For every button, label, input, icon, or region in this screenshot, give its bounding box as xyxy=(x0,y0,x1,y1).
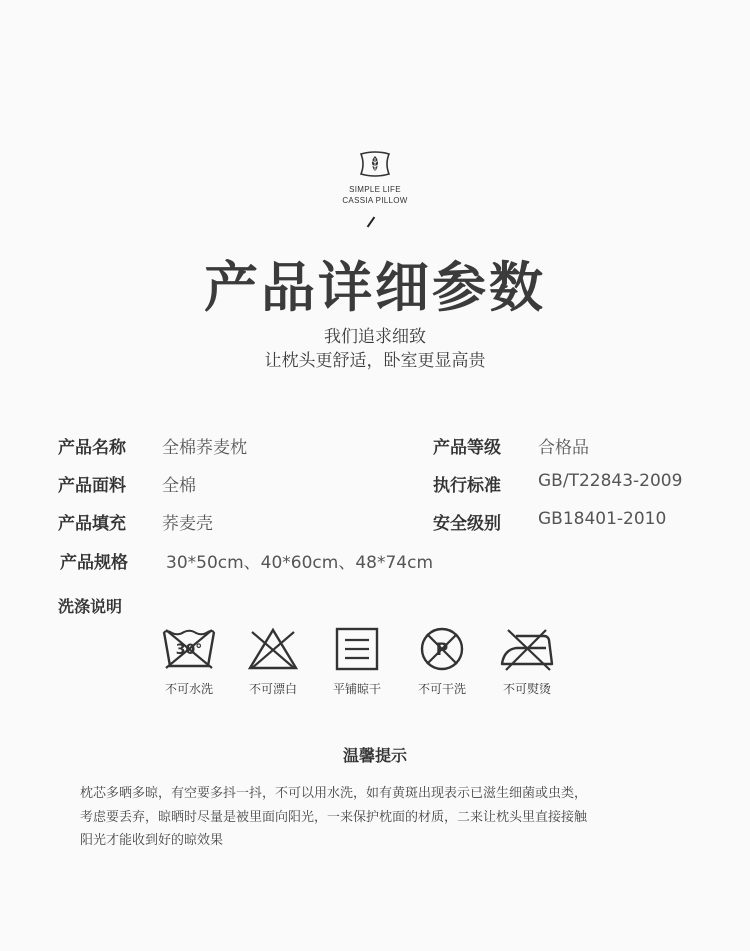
brand-logo xyxy=(0,150,750,206)
brand-line-2: CASSIA PILLOW xyxy=(342,196,408,205)
spec-size-value: 30*50cm、40*60cm、48*74cm xyxy=(166,553,434,573)
spec-safety-label: 安全级别 xyxy=(433,514,501,534)
care-label-no-dry-clean: 不可干洗 xyxy=(417,682,466,696)
spec-name-value: 全棉荞麦枕 xyxy=(162,438,247,458)
spec-safety-value: GB18401-2010 xyxy=(538,509,667,529)
care-label-no-wash: 不可水洗 xyxy=(164,682,213,696)
wash-instructions-title: 洗涤说明 xyxy=(58,597,123,616)
wash-30-icon xyxy=(160,626,218,672)
no-bleach-icon xyxy=(244,626,302,672)
spec-fabric-label: 产品面料 xyxy=(58,476,126,496)
care-item-no-wash xyxy=(152,626,226,697)
spec-standard-label: 执行标准 xyxy=(433,476,501,496)
subtitle-line-1: 我们追求细致 xyxy=(324,327,426,347)
spec-name-label: 产品名称 xyxy=(58,438,126,458)
spec-grade-value: 合格品 xyxy=(538,438,589,458)
care-item-no-bleach xyxy=(236,626,310,697)
tip-line-1: 枕芯多晒多晾，有空要多抖一抖，不可以用水洗，如有黄斑出现表示已滋生细菌或虫类， xyxy=(80,786,588,801)
tip-line-2: 考虑要丢弃，晾晒时尽量是被里面向阳光，一来保护枕面的材质，二来让枕头里直接接触 xyxy=(80,810,588,825)
page-title: 产品详细参数 xyxy=(204,256,546,319)
care-label-flat-dry: 平铺晾干 xyxy=(332,682,381,696)
svg-text:P: P xyxy=(435,640,449,660)
care-label-no-iron: 不可熨烫 xyxy=(502,682,551,696)
brand-line-1: SIMPLE LIFE xyxy=(349,185,401,194)
flat-dry-icon xyxy=(328,626,386,672)
no-iron-icon xyxy=(498,626,556,672)
leaf-pillow-icon xyxy=(357,150,393,178)
tip-line-3: 阳光才能收到好的晾效果 xyxy=(80,833,224,848)
spec-filling-value: 荞麦壳 xyxy=(162,514,213,534)
care-item-no-dry-clean xyxy=(405,626,479,697)
spec-grade-label: 产品等级 xyxy=(433,438,501,458)
tips-title: 温馨提示 xyxy=(342,746,407,765)
care-item-flat-dry xyxy=(320,626,394,697)
no-dry-clean-icon xyxy=(413,626,471,672)
svg-text:30°: 30° xyxy=(175,642,203,658)
care-label-no-bleach: 不可漂白 xyxy=(248,682,297,696)
care-item-no-iron xyxy=(490,626,564,697)
spec-filling-label: 产品填充 xyxy=(58,514,126,534)
decorative-slash xyxy=(367,217,376,228)
spec-size-label: 产品规格 xyxy=(60,553,128,573)
subtitle-line-2: 让枕头更舒适，卧室更显高贵 xyxy=(264,351,486,371)
spec-fabric-value: 全棉 xyxy=(162,476,196,496)
spec-standard-value: GB/T22843-2009 xyxy=(538,471,683,491)
